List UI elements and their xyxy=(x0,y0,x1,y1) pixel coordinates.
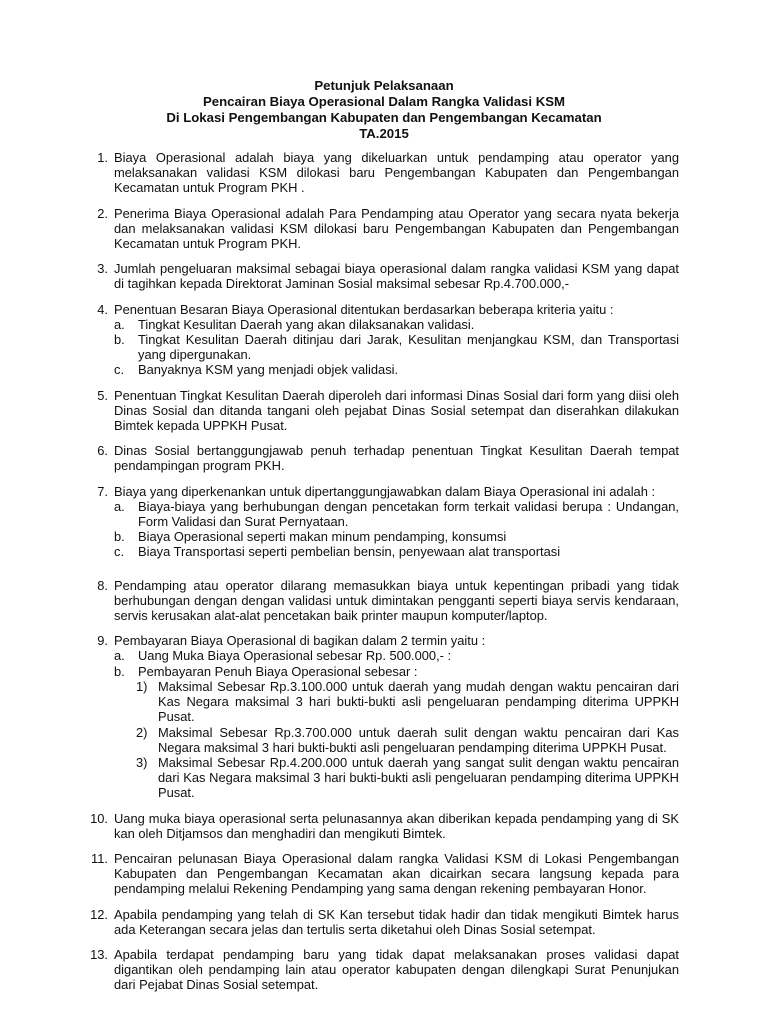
list-item-6 xyxy=(97,443,679,474)
item-text: Apabila pendamping yang telah di SK Kan tersebut tidak hadir dan tidak mengikuti Bimtek harus ada Keterangan secara jelas dan tertulis serta diketahui oleh Dinas Sosial setempat. xyxy=(114,906,679,937)
list-item-4 xyxy=(97,301,679,378)
list-item-8 xyxy=(97,577,679,624)
item-number: 8. xyxy=(97,577,108,593)
sub-label: b. xyxy=(114,663,125,679)
sub-item-a xyxy=(114,648,679,664)
list-item-1 xyxy=(97,150,679,196)
list-item-5 xyxy=(97,387,679,434)
sub-text: Uang Muka Biaya Operasional sebesar Rp. 500.000,- : xyxy=(138,648,452,664)
sub-text: Biaya Transportasi seperti pembelian bensin, penyewaan alat transportasi xyxy=(138,544,561,560)
list-item-7 xyxy=(97,483,679,560)
list-item-3 xyxy=(97,261,679,292)
item-text: Penentuan Tingkat Kesulitan Daerah diperoleh dari informasi Dinas Sosial dari form yang diisi oleh Dinas Sosial dan ditanda tangani oleh pejabat Dinas Sosial setempat dan diserahkan dilakukan Bimtek kepada UPPKH Pusat. xyxy=(114,387,679,434)
item-number: 10. xyxy=(90,810,108,826)
sub-label: b. xyxy=(114,529,125,545)
item-text: Apabila terdapat pendamping baru yang tidak dapat melaksanakan proses validasi dapat digantikan oleh pendamping lain atau operator kabupaten dengan dilengkapi Surat Penunjukan dari Pejabat Dinas Sosial setempat. xyxy=(114,946,679,993)
header-line-3: Di Lokasi Pengembangan Kabupaten dan Pengembangan Kecamatan xyxy=(166,110,602,125)
header-line-2: Pencairan Biaya Operasional Dalam Rangka Validasi KSM xyxy=(202,94,566,109)
sub-item-a xyxy=(114,498,679,530)
sub-sub-text: Maksimal Sebesar Rp.4.200.000 untuk daerah yang sangat sulit dengan waktu pencairan dari Kas Negara maksimal 3 hari bukti-bukti asli pengeluaran pendamping diterima UPPKH Pusat. xyxy=(158,754,679,801)
item-number: 7. xyxy=(97,483,108,499)
item-number: 4. xyxy=(97,301,108,317)
item-text: Penentuan Besaran Biaya Operasional ditentukan berdasarkan beberapa kriteria yaitu : xyxy=(114,301,614,317)
sub-sub-item-2 xyxy=(136,724,679,755)
sub-sub-text: Maksimal Sebesar Rp.3.100.000 untuk daerah yang mudah dengan waktu pencairan dari Kas Negara maksimal 3 hari bukti-bukti asli pengeluaran pendamping diterima UPPKH Pusat. xyxy=(158,678,679,725)
item-text: Penerima Biaya Operasional adalah Para Pendamping atau Operator yang secara nyata bekerja dan melaksanakan validasi KSM dilokasi baru Pengembangan Kabupaten dan Pengembangan Kecamatan untuk Program PKH. xyxy=(114,205,679,252)
sub-text: Tingkat Kesulitan Daerah ditinjau dari Jarak, Kesulitan menjangkau KSM, dan Transportasi yang dipergunakan. xyxy=(138,332,679,363)
sub-item-c xyxy=(114,362,679,378)
item-text: Pendamping atau operator dilarang memasukkan biaya untuk kepentingan pribadi yang tidak berhubungan dengan dengan validasi untuk dimintakan pengganti seperti biaya servis kendaraan, servis kerusakan alat-alat pencetakan baik printer maupun komputer/laptop. xyxy=(114,577,679,624)
list-item-10 xyxy=(90,810,679,841)
sub-item-b xyxy=(114,529,679,545)
list-item-11 xyxy=(91,850,679,897)
header-line-1: Petunjuk Pelaksanaan xyxy=(314,78,454,93)
list-item-9 xyxy=(97,633,679,801)
item-number: 13. xyxy=(90,946,108,962)
sub-item-c xyxy=(114,544,679,560)
sub-sub-text: Maksimal Sebesar Rp.3.700.000 untuk daerah sulit dengan waktu pencairan dari Kas Negara maksimal 3 hari bukti-bukti asli pengeluaran pendamping diterima UPPKH Pusat. xyxy=(158,724,679,755)
sub-label: b. xyxy=(114,332,125,348)
sub-label: a. xyxy=(114,498,125,514)
item-text: Biaya Operasional adalah biaya yang dikeluarkan untuk pendamping atau operator yang melaksanakan validasi KSM dilokasi baru Pengembangan Kabupaten dan Pengembangan Kecamatan untuk Program PKH . xyxy=(114,150,679,196)
item-text: Pencairan pelunasan Biaya Operasional dalam rangka Validasi KSM di Lokasi Pengembangan Kabupaten dan Pengembangan Kecamatan akan dicairkan secara langsung kepada para pendamping melalui Rekening Pendamping yang sama dengan rekening pembayaran Honor. xyxy=(114,850,679,897)
numbered-list xyxy=(0,150,768,1003)
item-text: Uang muka biaya operasional serta pelunasannya akan diberikan kepada pendamping yang di SK kan oleh Ditjamsos dan menghadiri dan mengikuti Bimtek. xyxy=(114,810,679,841)
sub-label: c. xyxy=(114,544,125,560)
list-item-12 xyxy=(90,906,679,937)
sub-sub-item-3 xyxy=(136,754,679,801)
item-number: 9. xyxy=(97,633,108,649)
list-item-2 xyxy=(97,205,679,252)
sub-sub-label: 3) xyxy=(136,754,148,770)
item-number: 3. xyxy=(97,261,108,277)
sub-sub-item-1 xyxy=(136,678,679,725)
sub-item-a xyxy=(114,316,679,332)
item-number: 11. xyxy=(91,850,108,866)
item-text: Dinas Sosial bertanggungjawab penuh terhadap penentuan Tingkat Kesulitan Daerah tempat pendampingan program PKH. xyxy=(114,443,679,474)
sub-text: Banyaknya KSM yang menjadi objek validasi. xyxy=(138,362,399,378)
sub-text: Pembayaran Penuh Biaya Operasional sebesar : xyxy=(138,663,418,679)
sub-text: Biaya Operasional seperti makan minum pendamping, konsumsi xyxy=(138,529,507,545)
sub-sub-label: 2) xyxy=(136,724,148,740)
item-number: 1. xyxy=(97,150,108,165)
item-number: 5. xyxy=(97,387,108,403)
sub-label: a. xyxy=(114,648,125,664)
sub-label: a. xyxy=(114,316,125,332)
item-number: 12. xyxy=(90,906,108,922)
document-header xyxy=(0,78,768,142)
sub-label: c. xyxy=(114,362,125,378)
sub-text: Biaya-biaya yang berhubungan dengan pencetakan form terkait validasi berupa : Undangan, Form Validasi dan Surat Pernyataan. xyxy=(138,498,679,530)
item-text: Pembayaran Biaya Operasional di bagikan dalam 2 termin yaitu : xyxy=(114,633,486,649)
item-text: Biaya yang diperkenankan untuk dipertanggungjawabkan dalam Biaya Operasional ini adalah : xyxy=(114,483,656,499)
item-number: 6. xyxy=(97,443,108,459)
header-line-4: TA.2015 xyxy=(359,126,409,141)
sub-sub-label: 1) xyxy=(136,678,148,694)
sub-text: Tingkat Kesulitan Daerah yang akan dilaksanakan validasi. xyxy=(138,316,475,332)
item-number: 2. xyxy=(97,205,108,221)
sub-item-b xyxy=(114,332,679,363)
sub-item-b xyxy=(114,663,679,679)
item-text: Jumlah pengeluaran maksimal sebagai biaya operasional dalam rangka validasi KSM yang dapat di tagihkan kepada Direktorat Jaminan Sosial maksimal sebesar Rp.4.700.000,- xyxy=(114,261,679,292)
list-item-13 xyxy=(90,946,679,993)
